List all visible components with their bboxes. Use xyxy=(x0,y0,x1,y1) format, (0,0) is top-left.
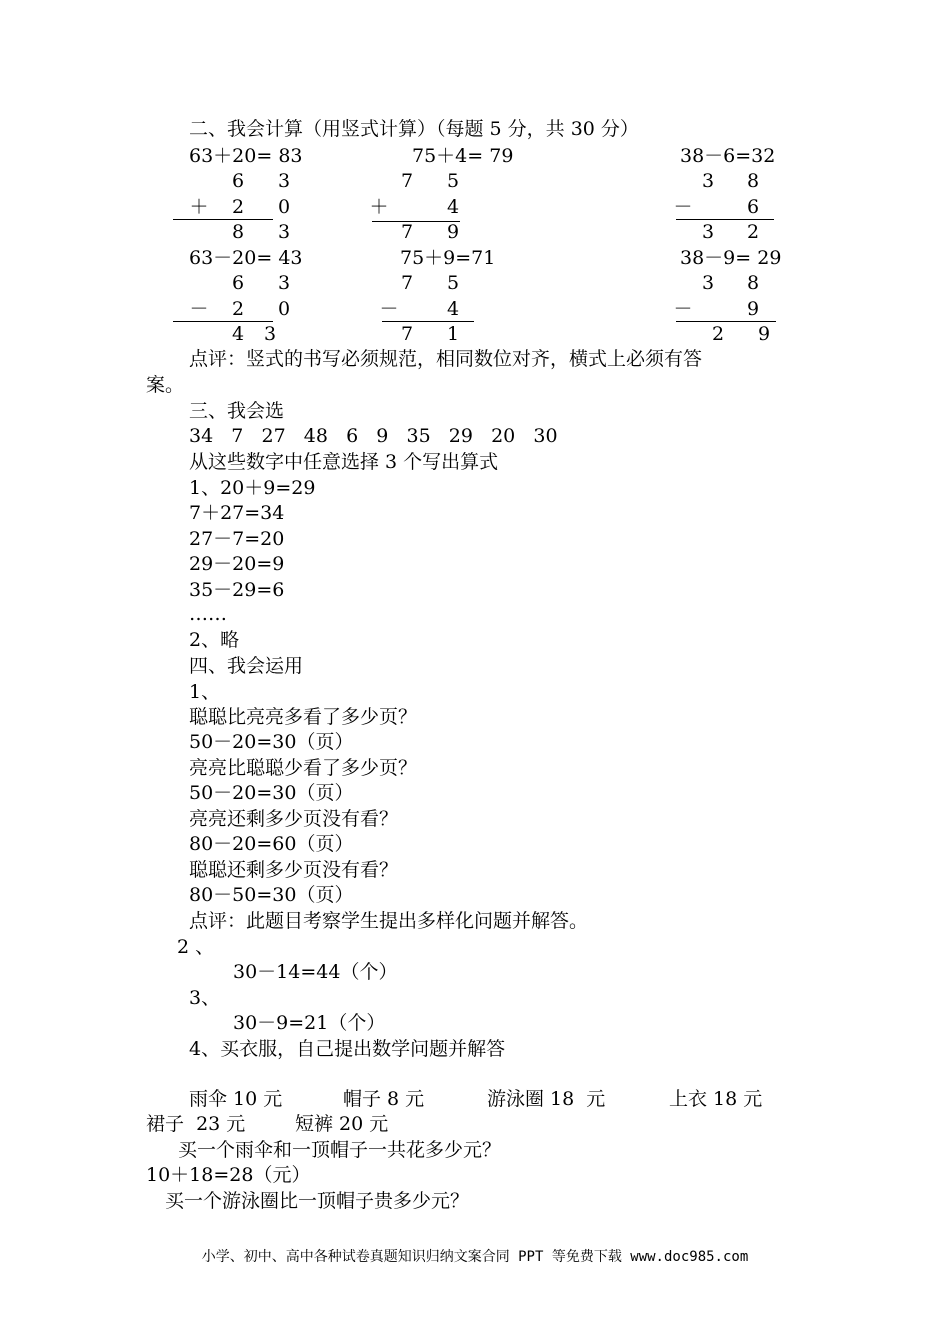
q1-line: 80－20=60（页） xyxy=(189,833,354,855)
answer-line: 35－29=6 xyxy=(189,579,285,601)
q1-line: 亮亮还剩多少页没有看？ xyxy=(189,808,399,830)
price-skirt: 裙子 23 元 xyxy=(146,1113,246,1135)
q1-comment: 点评：此题目考察学生提出多样化问题并解答。 xyxy=(189,910,589,932)
calc1-result-tens: 8 xyxy=(231,221,245,243)
price-umbrella: 雨伞 10 元 xyxy=(189,1088,283,1110)
calc5-rule xyxy=(382,321,474,322)
q3-label: 3、 xyxy=(189,987,221,1009)
calc2-bottom-ones: 4 xyxy=(446,196,460,218)
section-4-heading: 四、我会运用 xyxy=(189,655,304,677)
calc4-bottom-ones: 0 xyxy=(277,298,291,320)
answer-ellipsis: …… xyxy=(189,603,227,625)
q3-answer: 30－9=21（个） xyxy=(233,1012,386,1034)
answer-line: 29－20=9 xyxy=(189,553,285,575)
q4-question-2: 买一个游泳圈比一顶帽子贵多少元？ xyxy=(165,1190,470,1212)
calc5-bottom-ones: 4 xyxy=(446,298,460,320)
calc1-rule xyxy=(173,219,273,220)
calc1-bottom-tens: 2 xyxy=(231,196,245,218)
answer-line: 1、20＋9=29 xyxy=(189,477,316,499)
section-2-comment-cont: 案。 xyxy=(146,374,185,396)
price-shirt: 上衣 18 元 xyxy=(669,1088,763,1110)
section-3-instruction: 从这些数字中任意选择 3 个写出算式 xyxy=(189,451,499,473)
calc5-top-tens: 7 xyxy=(400,272,414,294)
calc5-top-ones: 5 xyxy=(446,272,460,294)
calc3-top-ones: 8 xyxy=(746,170,760,192)
calc2-result-ones: 9 xyxy=(446,221,460,243)
section-3-q2: 2、略 xyxy=(189,629,240,651)
calc3-result-ones: 2 xyxy=(746,221,760,243)
calc3-result-tens: 3 xyxy=(701,221,715,243)
section-2-heading: 二、我会计算（用竖式计算）（每题 5 分，共 30 分） xyxy=(189,118,639,140)
equation-5: 75＋9=71 xyxy=(400,247,496,269)
calc6-result-tens: 2 xyxy=(711,323,725,345)
calc4-top-tens: 6 xyxy=(231,272,245,294)
answer-line: 27－7=20 xyxy=(189,528,285,550)
q1-line: 聪聪比亮亮多看了多少页？ xyxy=(189,706,418,728)
calc6-result-ones: 9 xyxy=(757,323,771,345)
q4-label: 4、买衣服，自己提出数学问题并解答 xyxy=(189,1038,506,1060)
calc1-bottom-ones: 0 xyxy=(277,196,291,218)
calc4-result-tens: 4 xyxy=(231,323,245,345)
equation-2: 75＋4= 79 xyxy=(412,145,514,167)
price-swim-ring: 游泳圈 18 元 xyxy=(487,1088,606,1110)
calc2-operator: ＋ xyxy=(369,196,389,218)
price-shorts: 短裤 20 元 xyxy=(295,1113,389,1135)
price-hat: 帽子 8 元 xyxy=(343,1088,425,1110)
calc3-operator: － xyxy=(673,196,693,218)
calc2-top-tens: 7 xyxy=(400,170,414,192)
calc6-bottom-ones: 9 xyxy=(746,298,760,320)
calc4-top-ones: 3 xyxy=(277,272,291,294)
calc2-top-ones: 5 xyxy=(446,170,460,192)
equation-4: 63－20= 43 xyxy=(189,247,303,269)
calc6-rule xyxy=(676,321,776,322)
q1-line: 80－50=30（页） xyxy=(189,884,354,906)
q1-line: 50－20=30（页） xyxy=(189,731,354,753)
calc4-operator: － xyxy=(189,298,209,320)
calc2-result-tens: 7 xyxy=(400,221,414,243)
q1-line: 聪聪还剩多少页没有看？ xyxy=(189,859,399,881)
equation-3: 38－6=32 xyxy=(680,145,776,167)
section-3-heading: 三、我会选 xyxy=(189,400,285,422)
equation-1: 63＋20= 83 xyxy=(189,145,303,167)
q1-line: 50－20=30（页） xyxy=(189,782,354,804)
calc4-rule xyxy=(173,321,273,322)
q1-label: 1、 xyxy=(189,681,221,703)
calc5-result-tens: 7 xyxy=(400,323,414,345)
q4-question-1: 买一个雨伞和一顶帽子一共花多少元？ xyxy=(178,1139,502,1161)
calc3-top-tens: 3 xyxy=(701,170,715,192)
calc4-bottom-tens: 2 xyxy=(231,298,245,320)
calc6-operator: － xyxy=(673,298,693,320)
equation-6: 38－9= 29 xyxy=(680,247,782,269)
calc6-top-ones: 8 xyxy=(746,272,760,294)
calc3-bottom-ones: 6 xyxy=(746,196,760,218)
q1-line: 亮亮比聪聪少看了多少页？ xyxy=(189,757,418,779)
number-list: 34 7 27 48 6 9 35 29 20 30 xyxy=(189,425,558,447)
section-2-comment: 点评：竖式的书写必须规范，相同数位对齐，横式上必须有答 xyxy=(189,348,703,370)
calc6-top-tens: 3 xyxy=(701,272,715,294)
footer-text: 小学、初中、高中各种试卷真题知识归纳文案合同 PPT 等免费下载 www.doc985.com xyxy=(201,1249,749,1265)
calc4-result-ones: 3 xyxy=(263,323,277,345)
q4-answer-1: 10＋18=28（元） xyxy=(146,1164,311,1186)
q2-label: 2 、 xyxy=(177,936,215,958)
q2-answer: 30－14=44（个） xyxy=(233,961,398,983)
answer-line: 7＋27=34 xyxy=(189,502,285,524)
calc1-top-tens: 6 xyxy=(231,170,245,192)
calc1-result-ones: 3 xyxy=(277,221,291,243)
calc5-result-ones: 1 xyxy=(446,323,460,345)
calc5-operator: － xyxy=(379,298,399,320)
calc3-rule xyxy=(676,219,774,220)
calc1-operator: ＋ xyxy=(189,196,209,218)
calc1-top-ones: 3 xyxy=(277,170,291,192)
